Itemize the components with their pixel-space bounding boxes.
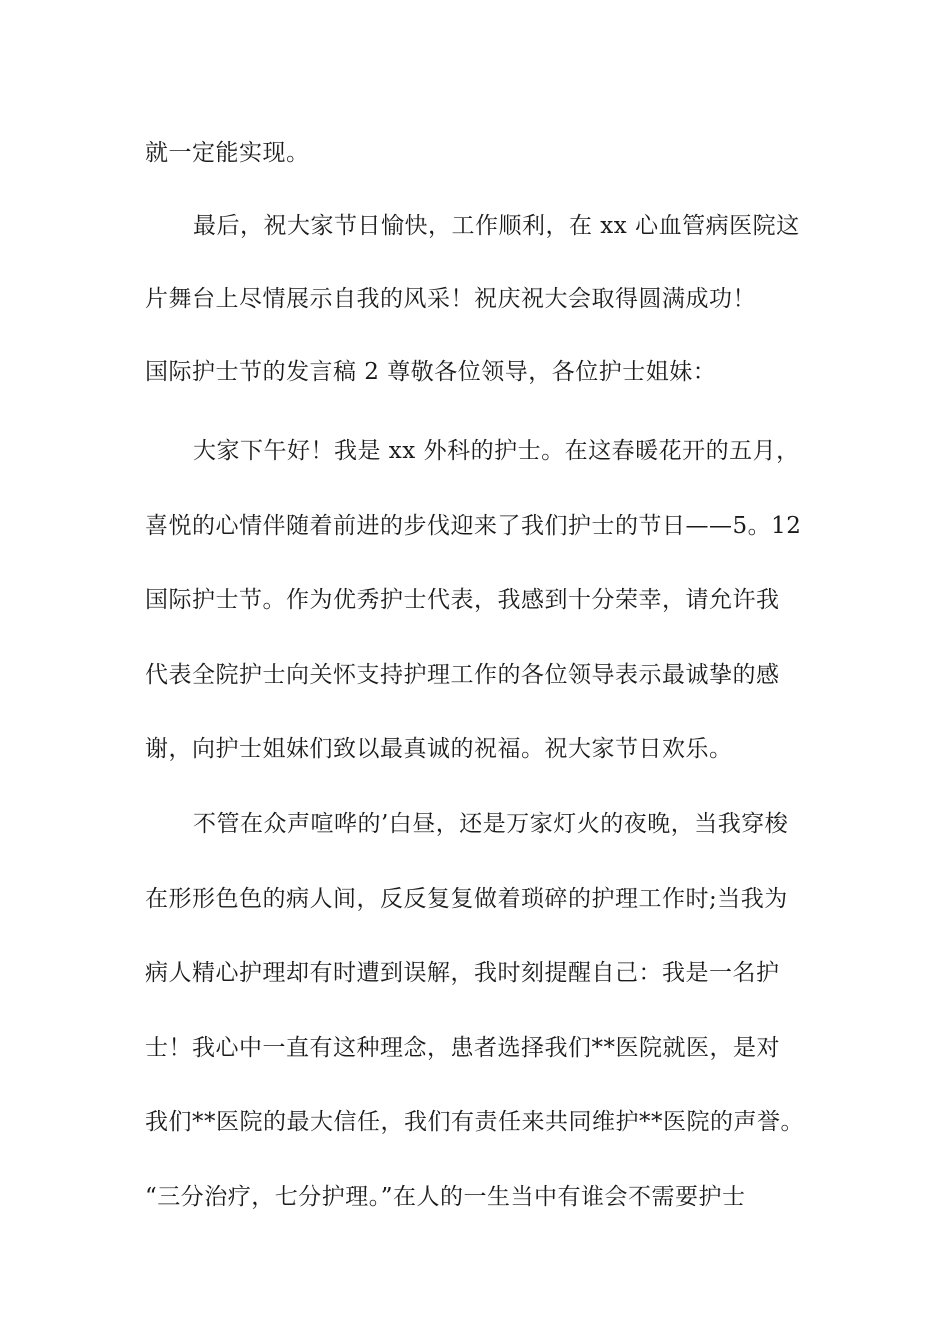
text-line-5: 大家下午好！我是 xx 外科的护士。在这春暖花开的五月， bbox=[193, 438, 800, 464]
text-line-7: 国际护士节。作为优秀护士代表，我感到十分荣幸，请允许我 bbox=[145, 587, 780, 613]
text-line-11: 在形形色色的病人间，反反复复做着琐碎的护理工作时;当我为 bbox=[145, 886, 788, 912]
text-line-14: 我们**医院的最大信任，我们有责任来共同维护**医院的声誉。 bbox=[145, 1109, 804, 1135]
text-line-8: 代表全院护士向关怀支持护理工作的各位领导表示最诚挚的感 bbox=[145, 662, 780, 688]
text-line-3: 片舞台上尽情展示自我的风采！祝庆祝大会取得圆满成功！ bbox=[145, 286, 756, 312]
text-line-10: 不管在众声喧哗的’白昼，还是万家灯火的夜晚，当我穿梭 bbox=[193, 811, 789, 837]
text-line-2: 最后，祝大家节日愉快，工作顺利，在 xx 心血管病医院这 bbox=[193, 213, 800, 239]
text-line-9: 谢，向护士姐妹们致以最真诚的祝福。祝大家节日欢乐。 bbox=[145, 736, 733, 762]
text-line-1: 就一定能实现。 bbox=[145, 140, 310, 166]
text-line-13: 士！我心中一直有这种理念，患者选择我们**医院就医，是对 bbox=[145, 1035, 780, 1061]
section-heading-line: 国际护士节的发言稿 2 尊敬各位领导，各位护士姐妹： bbox=[145, 359, 717, 385]
text-line-12: 病人精心护理却有时遭到误解，我时刻提醒自己：我是一名护 bbox=[145, 960, 780, 986]
text-line-15: “三分治疗，七分护理。”在人的一生当中有谁会不需要护士 bbox=[145, 1184, 746, 1210]
text-line-6: 喜悦的心情伴随着前进的步伐迎来了我们护士的节日——5。12 bbox=[145, 513, 802, 539]
